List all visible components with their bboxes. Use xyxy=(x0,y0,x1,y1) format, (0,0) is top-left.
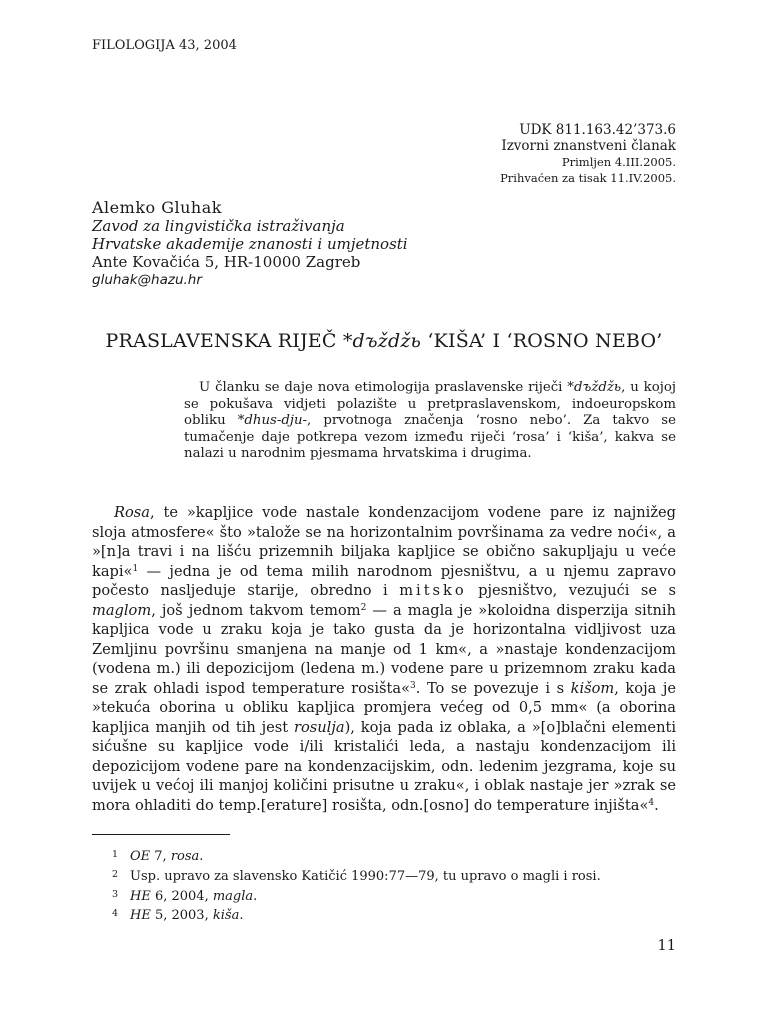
author-email[interactable]: gluhak@hazu.hr xyxy=(92,272,202,288)
journal-header: FILOLOGIJA 43, 2004 xyxy=(92,38,237,53)
footnote-ref-2[interactable]: 2 xyxy=(360,602,367,613)
author-institute: Zavod za lingvistička istraživanja xyxy=(92,217,345,235)
abstract: U članku se daje nova etimologija praslavenske riječi *dъždžь, u kojoj se pokušava vidjeti polazište u pretpraslavenskom, indoeuropskom obliku *dhus-dju-, prvotnoga značenja ‘rosno nebo’. Za takvo se tumačenje daje potkrepa vezom između riječi ‘rosa’ i ‘kiša’, kakva se nalazi u narodnim pjesmama hrvatskima i drugima. xyxy=(184,380,676,462)
footnote-4: 4 HE 5, 2003, kiša. xyxy=(112,908,244,924)
udk-code: UDK 811.163.42’373.6 xyxy=(519,122,676,138)
footnote-ref-4[interactable]: 4 xyxy=(648,797,655,808)
article-meta xyxy=(500,122,676,186)
author-name: Alemko Gluhak xyxy=(92,198,222,217)
received-date: Primljen 4.III.2005. xyxy=(561,155,676,169)
footnote-3: 3 HE 6, 2004, magla. xyxy=(112,888,258,904)
footnote-1: 1 OE 7, rosa. xyxy=(112,849,204,864)
author-academy: Hrvatske akademije znanosti i umjetnosti xyxy=(92,235,408,253)
title-word: *dъždžь xyxy=(342,330,422,352)
author-block xyxy=(92,199,408,289)
article-title: PRASLAVENSKA RIJEČ *dъždžь ‘KIŠA’ I ‘ROSNO NEBO’ xyxy=(105,330,663,352)
footnotes xyxy=(112,846,601,925)
body-paragraph: Rosa, te »kapljice vode nastale kondenzacijom vodene pare iz najnižeg sloja atmosfere« što »talože se na horizontalnim površinama za vedre noći«, a »[n]a travi i na lišću prizemnih biljaka kapljice se obično sakupljaju u veće kapi«$^1$ — jedna je od tema milih narodnom pjesništvu, a u njemu zapravo počesto nasljeduje starije, obredno i mitsko pjesništvo, vezujući se s maglom, još jednom takvom temom$^2$ — a magla je »koloidna disperzija sitnih kapljica vode u zraku koja je tako gusta da je horizontalna vidljivost uza Zemljinu površinu smanjena na manje od 1 km«, a »nastaje kondenzacijom (vodena m.) ili depozicijom (ledena m.) vodene pare u prizemnom zraku kada se zrak ohladi ispod temperature rosišta«$^3$. To se povezuje i s kišom, koja je »tekuća oborina u obliku kapljica promjera većeg od 0,5 mm« (a oborina kapljica manjih od tih jest rosulja), koja pada iz oblaka, a »[o]blačni elementi sićušne su kapljice vode i/ili kristalići leda, a nastaju kondenzacijom ili depozicijom vodene pare na kondenzacijskim, odn. ledenim jezgrama, koje su uvijek u većoj ili manjoj količini prisutne u zraku«, i oblak nastaje jer »zrak se mora ohladiti do temp.[erature] rosišta, odn.[osno] do temperature injišta«$^4$. xyxy=(92,504,677,814)
footnote-divider xyxy=(92,834,230,835)
footnote-ref-1[interactable]: 1 xyxy=(132,563,139,574)
footnote-2: 2 Usp. upravo za slavensko Katičić 1990:77—79, tu upravo o magli i rosi. xyxy=(112,868,601,884)
author-address: Ante Kovačića 5, HR-10000 Zagreb xyxy=(92,253,361,271)
article-type: Izvorni znanstveni članak xyxy=(501,138,676,154)
page-number: 11 xyxy=(657,938,676,954)
footnote-ref-3[interactable]: 3 xyxy=(410,680,416,691)
accepted-date: Prihvaćen za tisak 11.IV.2005. xyxy=(500,171,676,185)
